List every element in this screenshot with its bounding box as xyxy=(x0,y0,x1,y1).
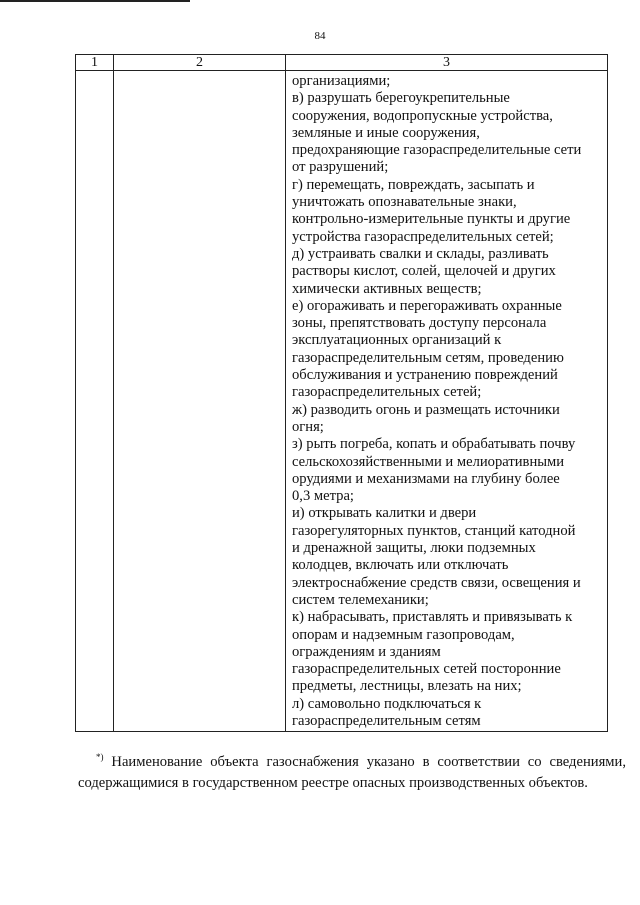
column-2-cell xyxy=(114,71,286,732)
column-1-cell xyxy=(76,71,114,732)
table-row xyxy=(76,71,608,732)
list-item: устройства газораспределительных сетей; xyxy=(292,228,554,245)
list-item: 0,3 метра; xyxy=(292,488,354,505)
list-item: д) устраивать свалки и склады, разливать xyxy=(292,245,549,262)
list-item: газораспределительным сетям xyxy=(292,712,481,729)
column-header-1: 1 xyxy=(76,55,114,71)
list-item: зоны, препятствовать доступу персонала xyxy=(292,315,547,332)
list-item: обслуживания и устранению повреждений xyxy=(292,367,558,384)
list-item: организациями; xyxy=(292,73,391,89)
list-item: контрольно-измерительные пункты и другие xyxy=(292,211,571,228)
list-item: земляные и иные сооружения, xyxy=(292,124,480,141)
list-item: орудиями и механизмами на глубину более xyxy=(292,470,560,487)
list-item: огня; xyxy=(292,418,324,435)
list-item: сооружения, водопропускные устройства, xyxy=(292,107,553,124)
list-item: в) разрушать берегоукрепительные xyxy=(292,90,510,107)
page-number: 84 xyxy=(314,30,326,42)
list-item: газораспределительным сетям, проведению xyxy=(292,349,564,366)
list-item: ж) разводить огонь и размещать источники xyxy=(292,401,560,418)
column-header-3: 3 xyxy=(286,55,608,71)
list-item: газораспределительных сетей посторонние xyxy=(292,661,561,678)
footnote-text-1: Наименование объекта газоснабжения указано в соответствии со сведениями, xyxy=(103,754,626,770)
list-item: и дренажной защиты, люки подземных xyxy=(292,540,536,557)
top-rule xyxy=(0,0,190,2)
list-item: л) самовольно подключаться к xyxy=(292,695,482,712)
list-item: г) перемещать, повреждать, засыпать и xyxy=(292,176,535,193)
prohibitions-list xyxy=(286,71,607,730)
document-table xyxy=(75,54,608,732)
list-item: к) набрасывать, приставлять и привязывать к xyxy=(292,609,573,626)
list-item: сельскохозяйственными и мелиоративными xyxy=(292,453,565,470)
list-item: з) рыть погреба, копать и обрабатывать почву xyxy=(292,436,576,453)
table-header-row xyxy=(76,55,608,71)
list-item: растворы кислот, солей, щелочей и других xyxy=(292,263,556,280)
column-header-2: 2 xyxy=(114,55,286,71)
list-item: газорегуляторных пунктов, станций катодной xyxy=(292,522,576,539)
footnote-line-2: содержащимися в государственном реестре опасных производственных объектов. xyxy=(78,775,588,791)
list-item: газораспределительных сетей; xyxy=(292,384,482,401)
list-item: и) открывать калитки и двери xyxy=(292,505,477,522)
footnote xyxy=(78,752,626,794)
list-item: ограждениям и зданиям xyxy=(292,643,441,660)
list-item: уничтожать опознавательные знаки, xyxy=(292,194,517,211)
list-item: опорам и надземным газопроводам, xyxy=(292,626,515,643)
list-item: колодцев, включать или отключать xyxy=(292,557,509,574)
list-item: эксплуатационных организаций к xyxy=(292,332,502,349)
footnote-marker: *) xyxy=(96,752,104,762)
list-item: предметы, лестницы, влезать на них; xyxy=(292,678,522,695)
list-item: предохраняющие газораспределительные сети xyxy=(292,142,582,159)
list-item: е) огораживать и перегораживать охранные xyxy=(292,297,562,314)
list-item: от разрушений; xyxy=(292,159,389,176)
column-3-cell xyxy=(286,71,608,732)
list-item: химически активных веществ; xyxy=(292,280,482,297)
list-item: электроснабжение средств связи, освещения и xyxy=(292,574,581,591)
list-item: систем телемеханики; xyxy=(292,591,429,608)
footnote-line-1 xyxy=(78,752,626,773)
